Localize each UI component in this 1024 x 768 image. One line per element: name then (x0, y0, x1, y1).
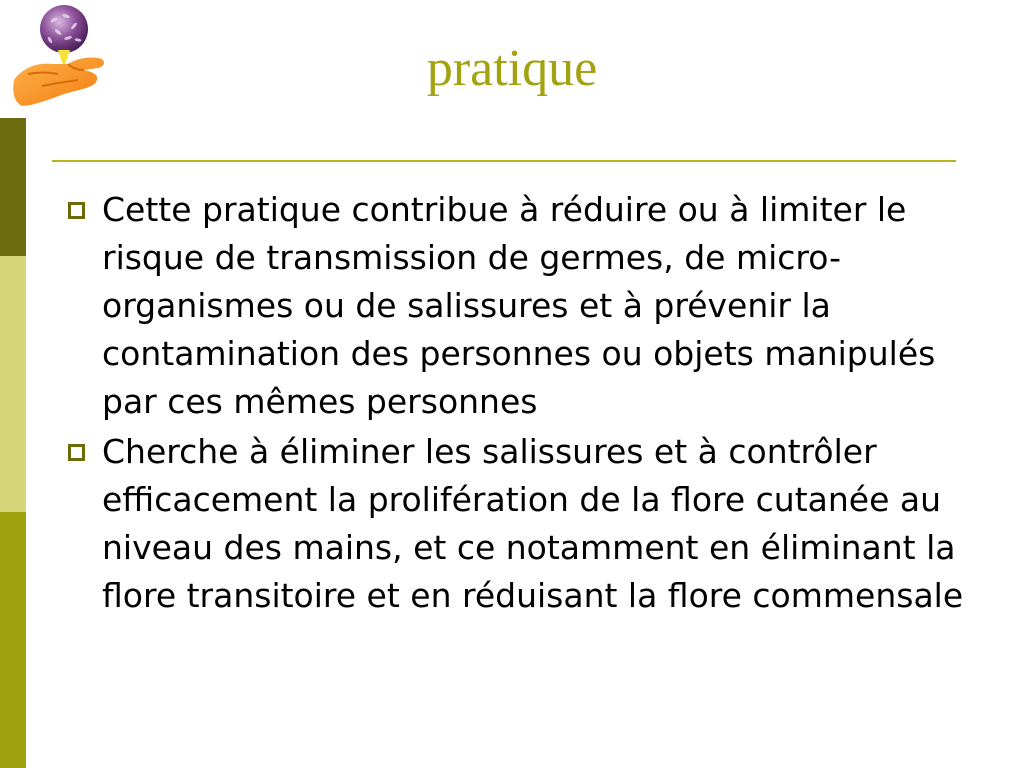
title-underline (52, 160, 956, 162)
side-bar-mid (0, 512, 26, 768)
bullet-list (60, 186, 1000, 622)
bullet-text: Cette pratique contribue à réduire ou à limiter le risque de transmission de germes, de micro-organismes ou de salissures et à prévenir la contamination des personnes ou objets manipulés par ces mêmes personnes (102, 190, 936, 421)
bullet-text: Cherche à éliminer les salissures et à contrôler efficacement la prolifération de la flore cutanée au niveau des mains, et ce notamment en éliminant la flore transitoire et en réduisant la flore commensale (102, 432, 964, 615)
slide-title: pratique (426, 40, 598, 97)
bullet-item (60, 428, 1000, 620)
bullet-item (60, 186, 1000, 426)
side-bar-light (0, 256, 26, 512)
hollow-square-bullet-icon (68, 444, 85, 461)
side-bar-dark (0, 118, 26, 256)
hollow-square-bullet-icon (68, 202, 85, 219)
